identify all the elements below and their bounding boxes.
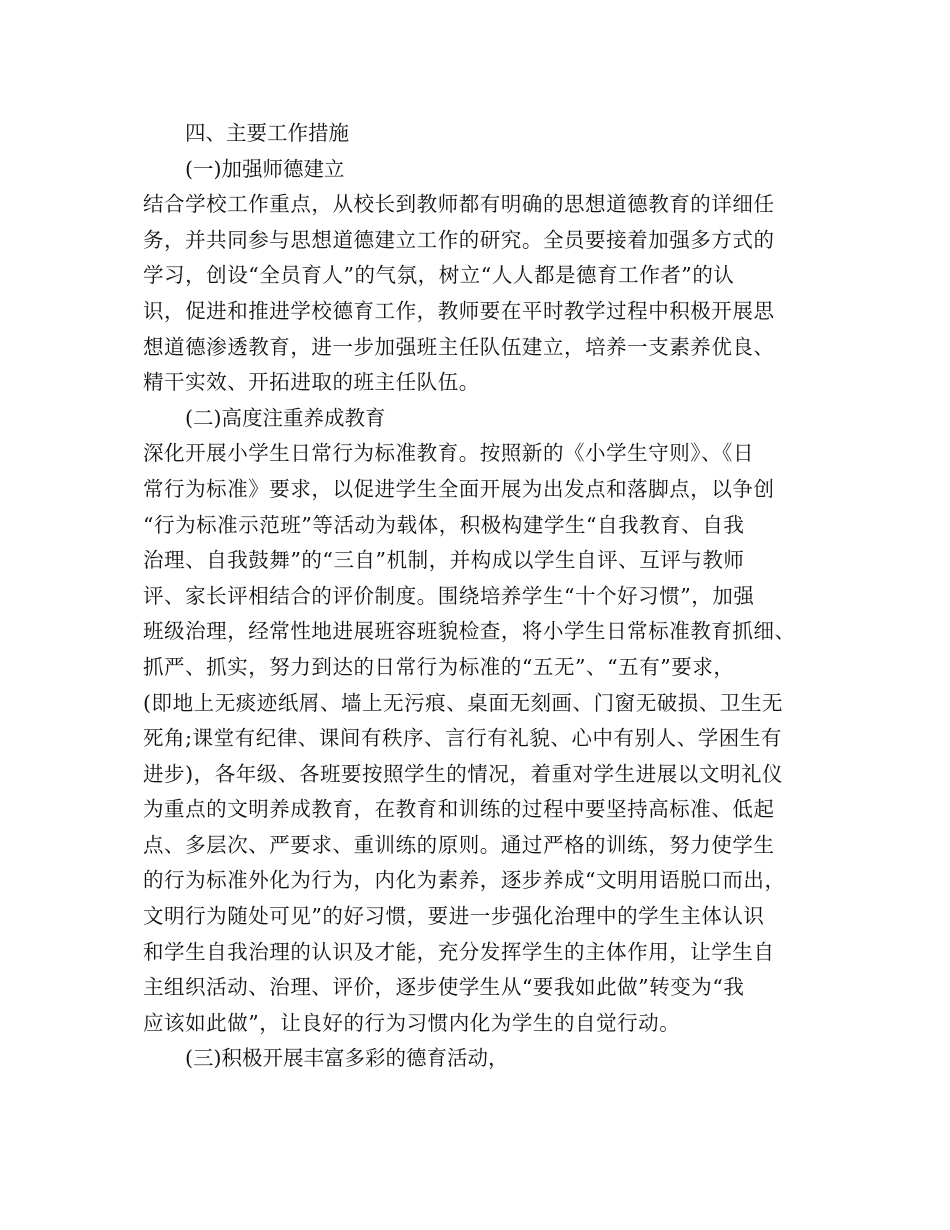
paragraph xyxy=(143,187,815,401)
paragraph-line: 想道德渗透教育，进一步加强班主任队伍建立，培养一支素养优良、 xyxy=(143,334,775,359)
paragraph-line: 死角;课堂有纪律、课间有秩序、言行有礼貌、心中有别人、学困生有 xyxy=(143,726,782,751)
section-heading: 四、主要工作措施 xyxy=(185,121,349,145)
paragraph-line: 的行为标准外化为行为，内化为素养，逐步养成“文明用语脱口而出， xyxy=(143,868,786,893)
paragraph-line: 抓严、抓实，努力到达的日常行为标准的“五无”、“五有”要求， xyxy=(143,654,735,679)
subsection-heading: (一)加强师德建立 xyxy=(185,156,345,181)
paragraph xyxy=(143,436,815,1041)
paragraph-line: 结合学校工作重点，从校长到教师都有明确的思想道德教育的详细任 xyxy=(143,192,775,217)
paragraph-line: 深化开展小学生日常行为标准教育。按照新的《小学生守则》、《日 xyxy=(143,441,754,466)
subsection-heading: (二)高度注重养成教育 xyxy=(185,405,386,430)
paragraph-line: 学习，创设“全员育人”的气氛，树立“人人都是德育工作者”的认 xyxy=(143,263,735,288)
paragraph-line: 点、多层次、严要求、重训练的原则。通过严格的训练，努力使学生 xyxy=(143,832,775,857)
paragraph-line: 务，并共同参与思想道德建立工作的研究。全员要接着加强多方式的 xyxy=(143,227,775,252)
paragraph-line: “行为标准示范班”等活动为载体，积极构建学生“自我教育、自我 xyxy=(143,512,745,537)
paragraph-line: 精干实效、开拓进取的班主任队伍。 xyxy=(143,370,480,395)
paragraph-line: 文明行为随处可见”的好习惯，要进一步强化治理中的学生主体认识 xyxy=(143,904,765,929)
paragraph-line: 和学生自我治理的认识及才能，充分发挥学生的主体作用，让学生自 xyxy=(143,939,775,964)
paragraph-line: 主组织活动、治理、评价，逐步使学生从“要我如此做”转变为“我 xyxy=(143,975,745,1000)
document-body xyxy=(143,116,815,1077)
paragraph-line: 进步)，各年级、各班要按照学生的情况，着重对学生进展以文明礼仪 xyxy=(143,761,784,786)
paragraph-line: 应该如此做”，让良好的行为习惯内化为学生的自觉行动。 xyxy=(143,1010,681,1035)
paragraph-line: 评、家长评相结合的评价制度。围绕培养学生“十个好习惯”，加强 xyxy=(143,583,755,608)
subsection-heading: (三)积极开展丰富多彩的德育活动， xyxy=(185,1046,509,1071)
paragraph-line: 治理、自我鼓舞”的“三自”机制，并构成以学生自评、互评与教师 xyxy=(143,548,745,573)
paragraph-line: 为重点的文明养成教育，在教育和训练的过程中要坚持高标准、低起 xyxy=(143,797,775,822)
paragraph-line: 班级治理，经常性地进展班容班貌检查，将小学生日常标准教育抓细、 xyxy=(143,619,796,644)
paragraph-line: 识，促进和推进学校德育工作，教师要在平时教学过程中积极开展思 xyxy=(143,298,775,323)
paragraph-line: (即地上无痰迹纸屑、墙上无污痕、桌面无刻画、门窗无破损、卫生无 xyxy=(143,690,784,715)
paragraph-line: 常行为标准》要求，以促进学生全面开展为出发点和落脚点，以争创 xyxy=(143,476,775,501)
